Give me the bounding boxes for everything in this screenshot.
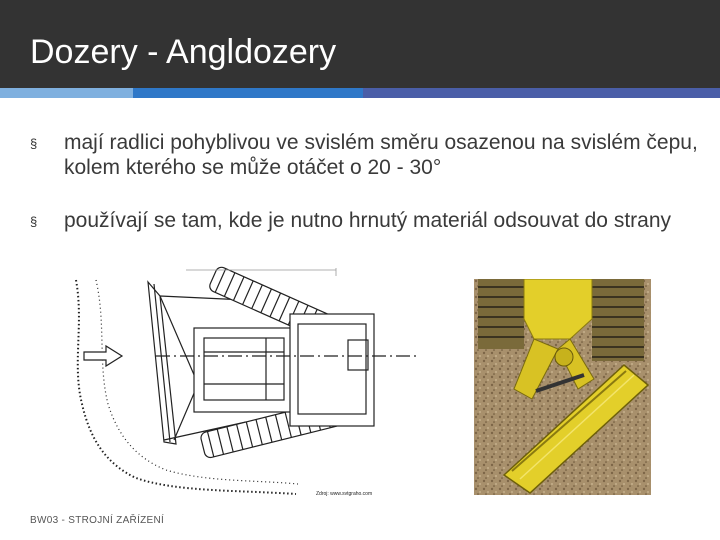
bullet-marker-2: § xyxy=(30,214,38,229)
drawing-caption: Zdroj: www.svtgraho.com xyxy=(316,491,373,497)
angledozer-drawing xyxy=(36,264,428,498)
footer-course-label: BW03 - STROJNÍ ZAŘÍZENÍ xyxy=(30,515,165,526)
accent-stripe-light xyxy=(0,88,133,98)
accent-stripe-mid xyxy=(133,88,363,98)
angledozer-photo xyxy=(474,279,651,495)
bullet-text-2: používají se tam, kde je nutno hrnutý materiál odsouvat do strany xyxy=(64,209,672,232)
bullet-marker-1: § xyxy=(30,136,38,151)
slide-title: Dozery - Angldozery xyxy=(30,33,337,71)
title-bar xyxy=(0,0,720,88)
bullet-text-1: mají radlici pohyblivou ve svislém směru osazenou na svislém čepu, kolem kterého se může otáčet o 20 - 30° xyxy=(64,131,698,179)
accent-stripe-dark xyxy=(363,88,720,98)
